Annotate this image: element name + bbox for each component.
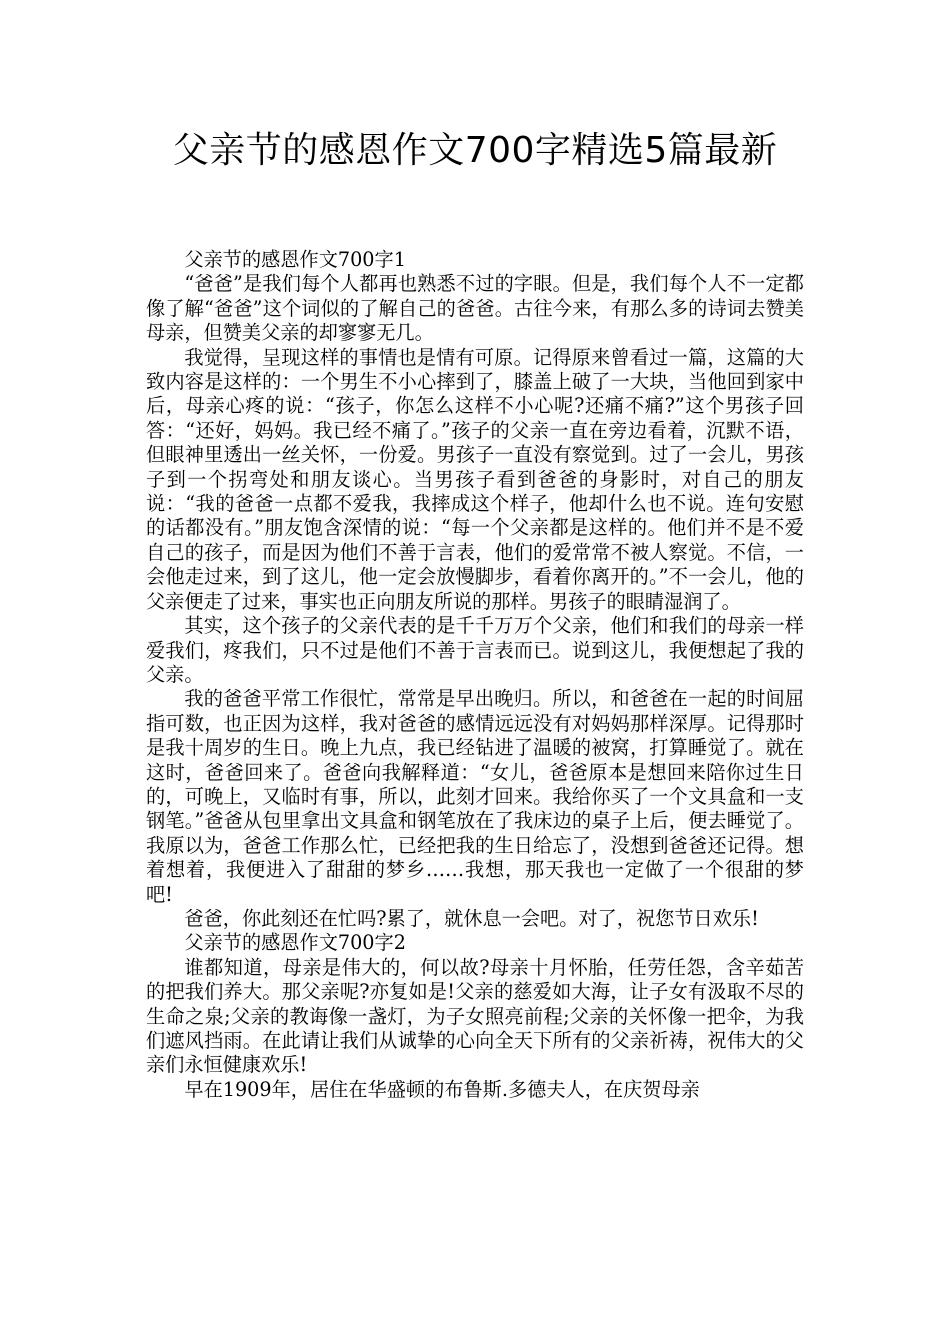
paragraph: “爸爸”是我们每个人都再也熟悉不过的字眼。但是，我们每个人不一定都像了解“爸爸”这个词似的了解自己的爸爸。古往今来，有那么多的诗词去赞美母亲，但赞美父亲的却寥寥无几。 — [146, 272, 804, 345]
document-body — [146, 248, 804, 1102]
section-heading-2: 父亲节的感恩作文700字2 — [184, 931, 406, 955]
paragraph: 我觉得，呈现这样的事情也是情有可原。记得原来曾看过一篇，这篇的大致内容是这样的：一个男生不小心摔到了，膝盖上破了一大块，当他回到家中后，母亲心疼的说：“孩子，你怎么这样不小心呢?还痛不痛?”这个男孩子回答：“还好，妈妈。我已经不痛了。”孩子的父亲一直在旁边看着，沉默不语，但眼神里透出一丝关怀，一份爱。男孩子一直没有察觉到。过了一会儿，男孩子到一个拐弯处和朋友谈心。当男孩子看到爸爸的身影时，对自己的朋友说：“我的爸爸一点都不爱我，我摔成这个样子，他却什么也不说。连句安慰的话都没有。”朋友饱含深情的说：“每一个父亲都是这样的。他们并不是不爱自己的孩子，而是因为他们不善于言表，他们的爱常常不被人察觉。不信，一会他走过来，到了这儿，他一定会放慢脚步，看着你离开的。”不一会儿，他的父亲便走了过来，事实也正向朋友所说的那样。男孩子的眼睛湿润了。 — [146, 345, 804, 613]
paragraph: 谁都知道，母亲是伟大的，何以故?母亲十月怀胎，任劳任怨，含辛茹苦的把我们养大。那父亲呢?亦复如是!父亲的慈爱如大海，让子女有汲取不尽的生命之泉;父亲的教诲像一盏灯，为子女照亮前程;父亲的关怀像一把伞，为我们遮风挡雨。在此请让我们从诚挚的心向全天下所有的父亲祈祷，祝伟大的父亲们永恒健康欢乐! — [146, 955, 804, 1077]
section-heading-1: 父亲节的感恩作文700字1 — [184, 248, 406, 271]
paragraph: 其实，这个孩子的父亲代表的是千千万万个父亲，他们和我们的母亲一样爱我们，疼我们，只不过是他们不善于言表而已。说到这儿，我便想起了我的父亲。 — [146, 614, 804, 686]
paragraph: 早在1909年，居住在华盛顿的布鲁斯.多德夫人，在庆贺母亲 — [184, 1077, 700, 1101]
paragraph: 我的爸爸平常工作很忙，常常是早出晚归。所以，和爸爸在一起的时间屈指可数，也正因为这样，我对爸爸的感情远远没有对妈妈那样深厚。记得那时是我十周岁的生日。晚上九点，我已经钻进了温暖的被窝，打算睡觉了。就在这时，爸爸回来了。爸爸向我解释道：“女儿，爸爸原本是想回来陪你过生日的，可晚上，又临时有事，所以，此刻才回来。我给你买了一个文具盒和一支钢笔。”爸爸从包里拿出文具盒和钢笔放在了我床边的桌子上后，便去睡觉了。我原以为，爸爸工作那么忙，已经把我的生日给忘了，没想到爸爸还记得。想着想着，我便进入了甜甜的梦乡……我想，那天我也一定做了一个很甜的梦吧! — [146, 687, 804, 906]
paragraph: 爸爸，你此刻还在忙吗?累了，就休息一会吧。对了，祝您节日欢乐! — [184, 906, 759, 930]
document-title: 父亲节的感恩作文700字精选5篇最新 — [172, 130, 778, 171]
